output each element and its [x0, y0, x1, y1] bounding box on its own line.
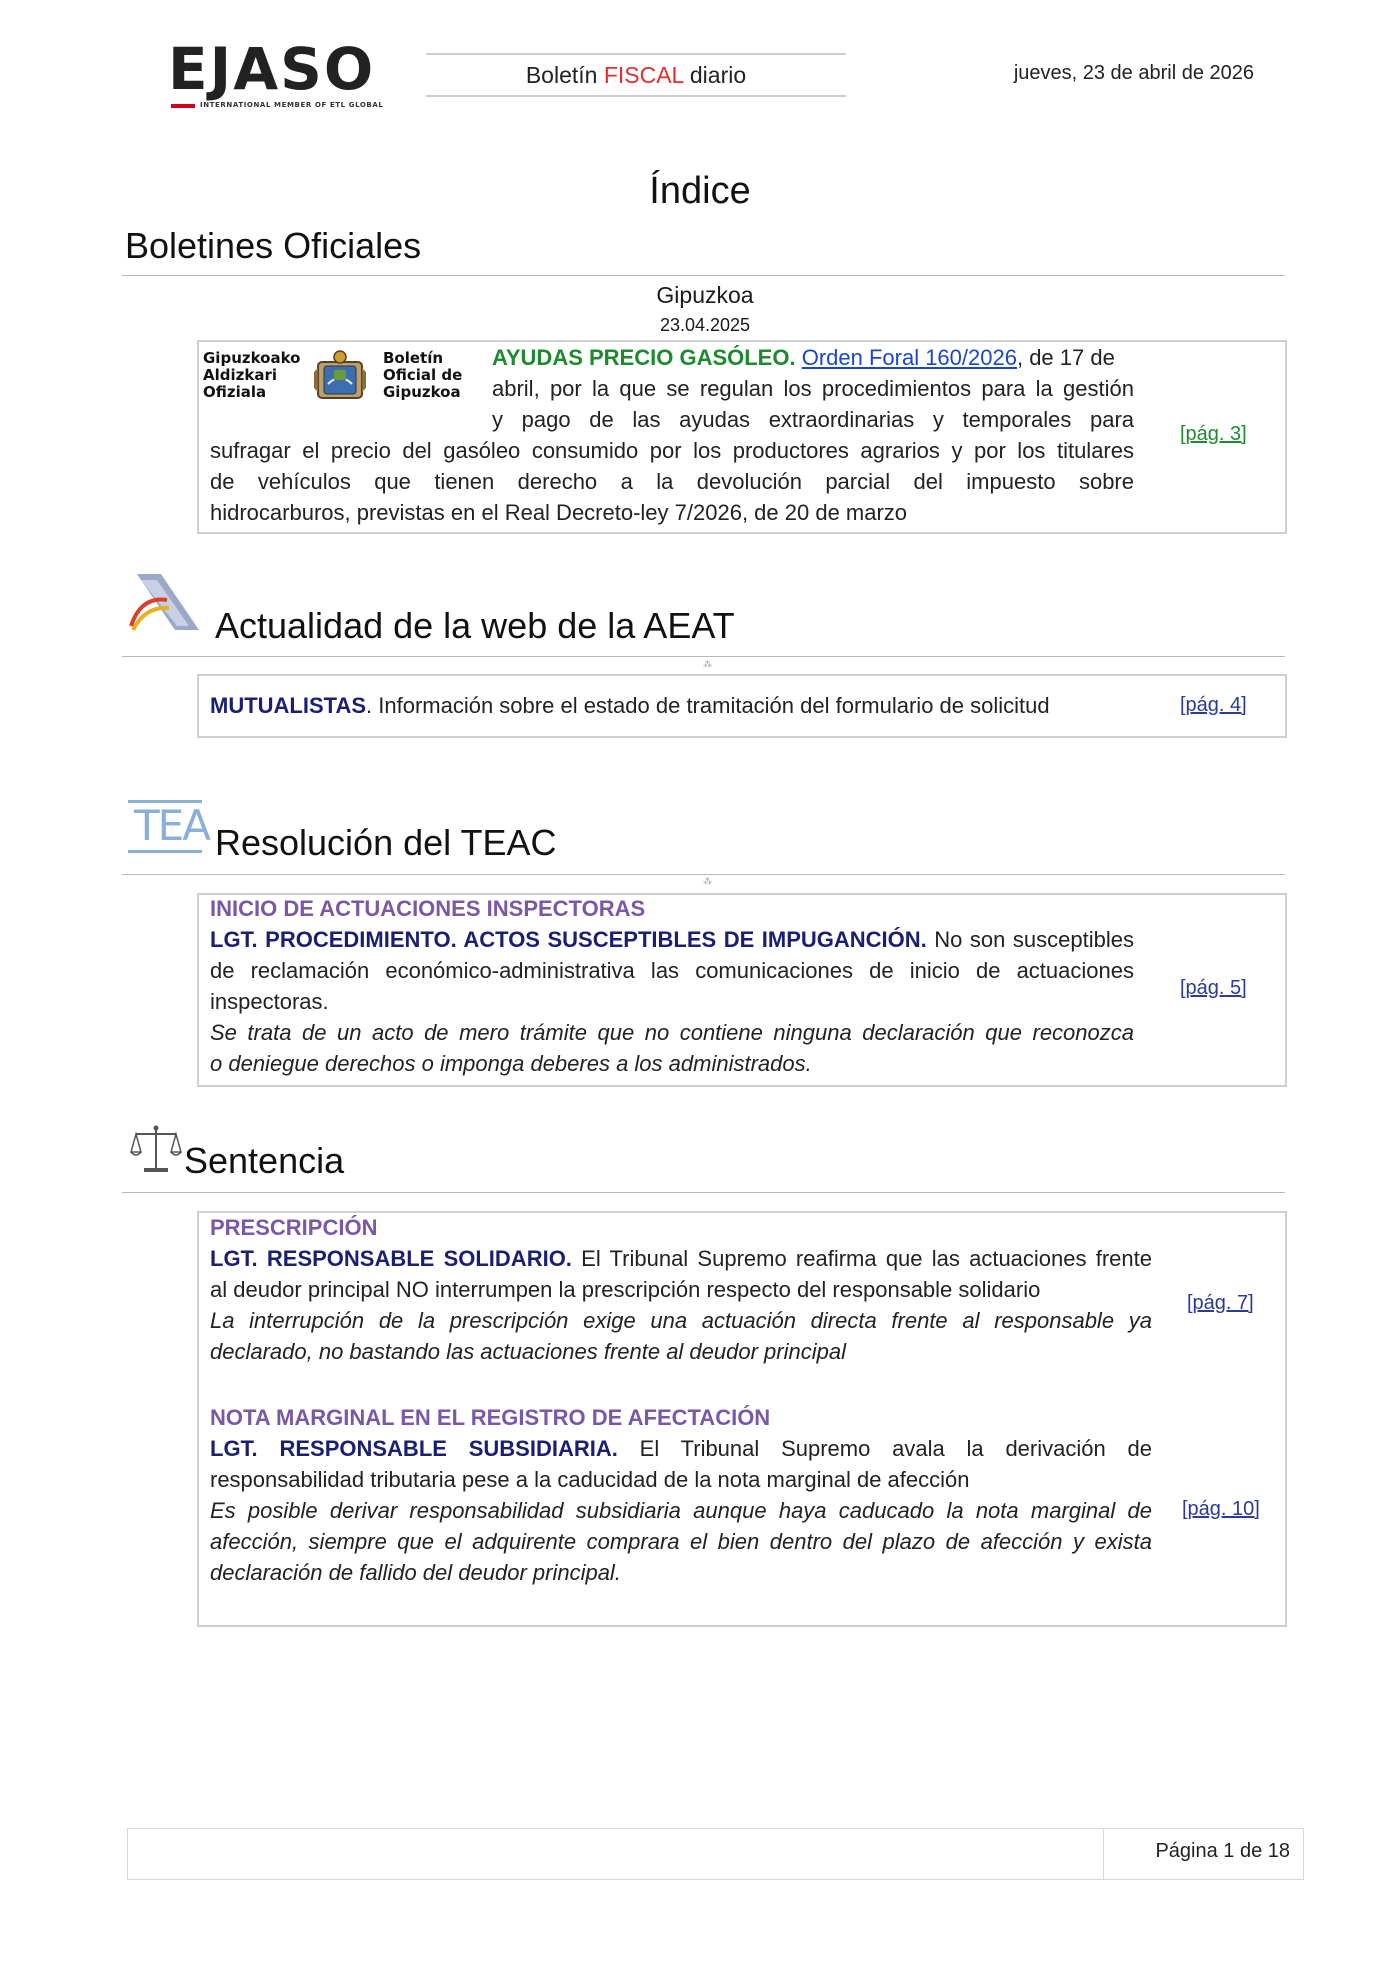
page-footer — [127, 1828, 1304, 1880]
aeat-page-link[interactable]: [pág. 4] — [1180, 694, 1247, 716]
footer-divider — [1103, 1828, 1104, 1880]
page-number: Página 1 de 18 — [1155, 1840, 1290, 1862]
sentencia-1-line-2: al deudor principal NO interrumpen la prescripción respecto del responsable solidario — [210, 1277, 1041, 1302]
sentencia-2-italic-1: Es posible derivar responsabilidad subsidiaria aunque haya caducado la nota marginal de — [210, 1498, 1152, 1523]
sentencia-2-category: NOTA MARGINAL EN EL REGISTRO DE AFECTACIÓN — [210, 1405, 771, 1430]
section-title-boletines: Boletines Oficiales — [125, 225, 422, 266]
sentencia-2-italic-3: declaración de fallido del deudor principal. — [210, 1560, 621, 1585]
boletin-entry-line-2: abril, por la que se regulan los procedimientos para la gestión — [492, 376, 1134, 401]
section-divider — [122, 275, 1285, 276]
sentencia-1-page-link[interactable]: [pág. 7] — [1187, 1292, 1254, 1314]
teac-entry-italic-2: o deniegue derechos o imponga deberes a los administrados. — [210, 1051, 812, 1076]
section-divider — [122, 874, 1285, 875]
teac-page-link[interactable]: [pág. 5] — [1180, 977, 1247, 999]
section-title-sentencia: Sentencia — [184, 1140, 345, 1181]
teac-entry-italic-1: Se trata de un acto de mero trámite que no contiene ninguna declaración que reconozca — [210, 1020, 1134, 1045]
bulletin-date: jueves, 23 de abril de 2026 — [1013, 62, 1254, 84]
divider-ornament: ⁂ — [703, 660, 712, 670]
sentencia-1-italic-1: La interrupción de la prescripción exige una actuación directa frente al responsable ya — [210, 1308, 1152, 1333]
logo-accent-bar — [171, 104, 195, 108]
sentencia-1-heading: LGT. RESPONSABLE SOLIDARIO. — [210, 1246, 572, 1271]
scales-of-justice-icon — [130, 1124, 182, 1174]
ejaso-logo: EJASO — [168, 35, 376, 103]
sentencia-2-heading: LGT. RESPONSABLE SUBSIDIARIA. — [210, 1436, 618, 1461]
teac-entry-category: INICIO DE ACTUACIONES INSPECTORAS — [210, 896, 646, 921]
bulletin-title: Boletín FISCAL diario — [426, 53, 846, 97]
boletin-page-link[interactable]: [pág. 3] — [1180, 423, 1247, 445]
aeat-entry-heading: MUTUALISTAS — [210, 693, 367, 718]
section-title-aeat: Actualidad de la web de la AEAT — [215, 605, 735, 646]
index-title: Índice — [649, 170, 751, 212]
divider-ornament: ⁂ — [703, 877, 712, 887]
aeat-entry-text: MUTUALISTAS. Información sobre el estado de tramitación del formulario de solicitud — [210, 693, 1050, 718]
region-name: Gipuzkoa — [656, 282, 754, 308]
gipuzkoa-logo-text-left: Gipuzkoako Aldizkari Ofiziala — [203, 349, 301, 401]
section-divider — [122, 1192, 1285, 1193]
sentencia-1-category: PRESCRIPCIÓN — [210, 1215, 378, 1240]
section-divider — [122, 656, 1285, 657]
logo-tagline: INTERNATIONAL MEMBER OF ETL GLOBAL — [200, 101, 384, 109]
sentencia-2-italic-2: afección, siempre que el adquirente comprara el bien dentro del plazo de afección y exista — [210, 1529, 1152, 1554]
gipuzkoa-logo-text-right: Boletín Oficial de Gipuzkoa — [383, 349, 463, 401]
teac-entry-heading: LGT. PROCEDIMIENTO. ACTOS SUSCEPTIBLES DE IMPUGANCIÓN. — [210, 927, 927, 952]
teac-entry-line-2: de reclamación económico-administrativa las comunicaciones de inicio de actuaciones — [210, 958, 1134, 983]
orden-foral-link[interactable]: Orden Foral 160/2026 — [801, 345, 1017, 370]
teac-entry-line-1: LGT. PROCEDIMIENTO. ACTOS SUSCEPTIBLES DE IMPUGANCIÓN. No son susceptibles — [210, 927, 1134, 952]
boletin-entry-line-3: y pago de las ayudas extraordinarias y temporales para — [492, 407, 1134, 432]
boletin-entry-heading: AYUDAS PRECIO GASÓLEO. — [492, 345, 796, 370]
sentencia-1-italic-2: declarado, no bastando las actuaciones frente al deudor principal — [210, 1339, 846, 1364]
sentencia-2-page-link[interactable]: [pág. 10] — [1182, 1498, 1260, 1520]
region-date: 23.04.2025 — [659, 315, 751, 335]
aeat-logo-icon — [127, 566, 207, 638]
boletin-entry-line-5: de vehículos que tienen derecho a la devolución parcial del impuesto sobre — [210, 469, 1134, 494]
sentencia-1-line-1: LGT. RESPONSABLE SOLIDARIO. El Tribunal Supremo reafirma que las actuaciones frente — [210, 1246, 1152, 1271]
teac-entry-line-3: inspectoras. — [210, 989, 329, 1014]
boletin-entry-line-6: hidrocarburos, previstas en el Real Decreto-ley 7/2026, de 20 de marzo — [210, 500, 908, 525]
boletin-entry-line-4: sufragar el precio del gasóleo consumido por los productores agrarios y por los titulares — [210, 438, 1134, 463]
gipuzkoa-coat-of-arms-icon — [312, 348, 368, 404]
sentencia-2-line-2: responsabilidad tributaria pese a la caducidad de la nota marginal de afección — [210, 1467, 970, 1492]
tea-logo-icon: TEA — [128, 800, 202, 854]
boletin-entry-line-1: AYUDAS PRECIO GASÓLEO. Orden Foral 160/2026, de 17 de — [492, 345, 1115, 370]
sentencia-2-line-1: LGT. RESPONSABLE SUBSIDIARIA. El Tribunal Supremo avala la derivación de — [210, 1436, 1152, 1461]
bulletin-title-accent: FISCAL — [603, 62, 684, 88]
section-title-teac: Resolución del TEAC — [215, 822, 557, 863]
